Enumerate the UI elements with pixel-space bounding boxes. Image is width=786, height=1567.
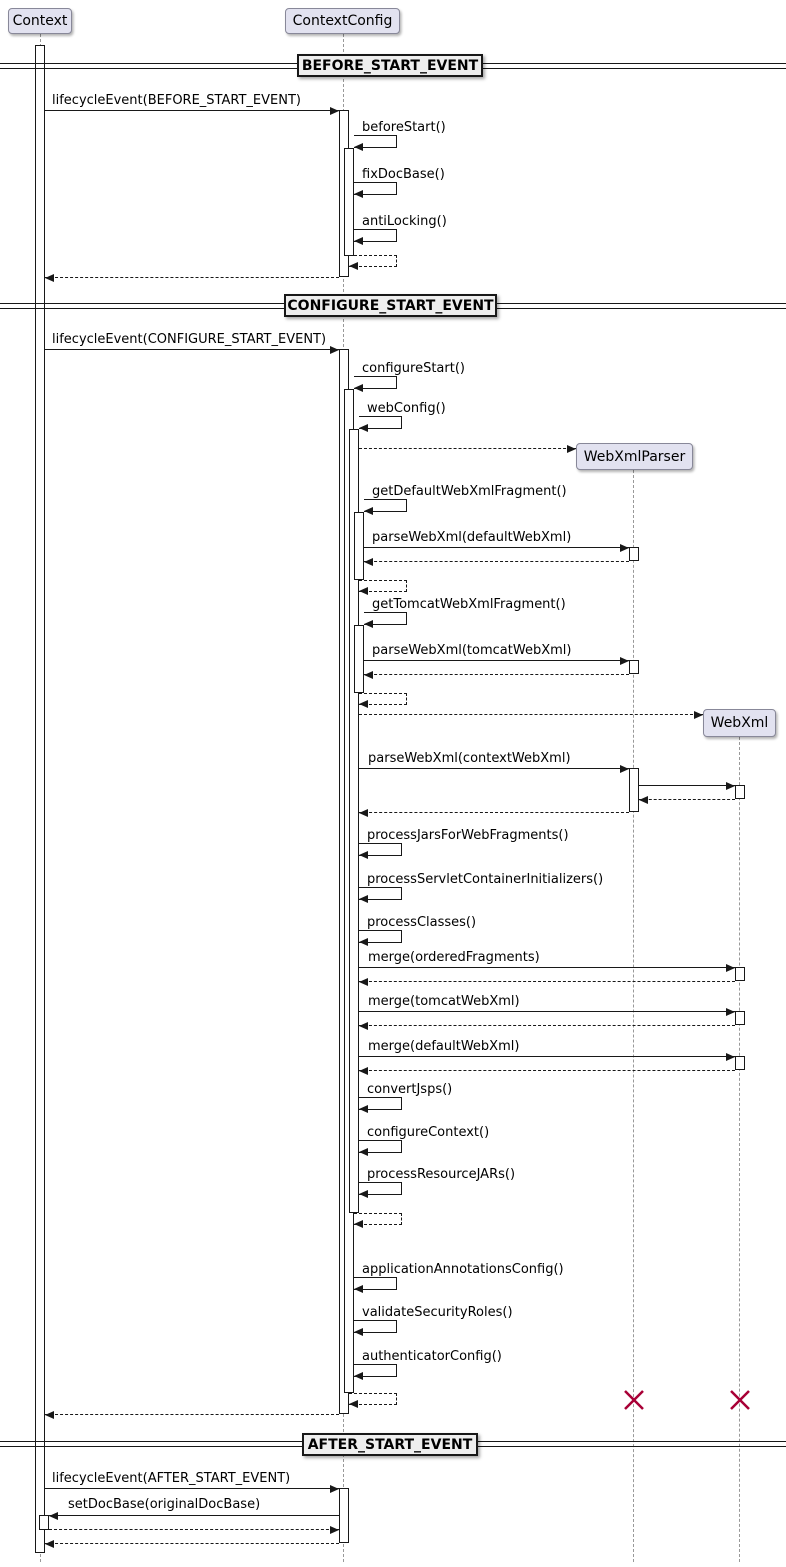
- return-mergeordered-arrow: [359, 981, 735, 982]
- message-configurecontext-label: configureContext(): [367, 1125, 490, 1140]
- divider-before-label: [297, 54, 483, 77]
- message-parser-to-webxml-arrow: [639, 785, 735, 786]
- return-getdefaultfragment-selfreturn: [359, 580, 407, 592]
- participant-contextconfig: [285, 8, 400, 34]
- return-parsecontext-arrow: [359, 812, 629, 813]
- message-lifecycle-after-arrow: [45, 1488, 339, 1489]
- message-appannotations-selfcall: [354, 1277, 397, 1290]
- message-setdocbase-label: setDocBase(originalDocBase): [68, 1497, 261, 1512]
- message-processjars-selfcall: [359, 843, 402, 856]
- message-gettomcatfragment-label: getTomcatWebXmlFragment(): [372, 597, 566, 612]
- message-lifecycle-after-label: lifecycleEvent(AFTER_START_EVENT): [52, 1471, 291, 1486]
- message-mergeordered-label: merge(orderedFragments): [368, 950, 540, 965]
- return-parsetomcat-arrow: [364, 674, 629, 675]
- participant-webxml-name: WebXml: [710, 715, 769, 731]
- divider-after-label: [302, 1433, 478, 1456]
- destroy-webxml-icon: [728, 1388, 752, 1412]
- activation-cc-after: [339, 1488, 349, 1543]
- message-convertjsps-label: convertJsps(): [367, 1082, 453, 1097]
- divider-configure-label: [284, 294, 497, 317]
- message-parsetomcat-label: parseWebXml(tomcatWebXml): [372, 643, 572, 658]
- activation-cc-before-2: [344, 148, 354, 256]
- return-mergedefault-arrow: [359, 1070, 735, 1071]
- message-processjars-label: processJarsForWebFragments(): [367, 828, 569, 843]
- message-webconfig-label: webConfig(): [367, 401, 446, 416]
- return-webxml-to-parser-arrow: [639, 799, 735, 800]
- return-parsedefault-arrow: [364, 561, 629, 562]
- participant-webxml: [703, 709, 776, 737]
- message-processresourcejars-label: processResourceJARs(): [367, 1167, 516, 1182]
- message-getdefaultfragment-label: getDefaultWebXmlFragment(): [372, 484, 567, 499]
- webxml-lifeline: [739, 737, 740, 1562]
- activation-webxml-4: [735, 1056, 745, 1070]
- activation-parser-1: [629, 547, 639, 561]
- message-processsci-label: processServletContainerInitializers(): [367, 872, 604, 887]
- return-mergetomcat-arrow: [359, 1025, 735, 1026]
- message-parsedefault-arrow: [364, 547, 629, 548]
- return-lifecycle-after-arrow: [45, 1543, 339, 1544]
- message-lifecycle-configure-label: lifecycleEvent(CONFIGURE_START_EVENT): [52, 332, 327, 347]
- message-webconfig-selfcall: [359, 416, 402, 429]
- message-processresourcejars-selfcall: [359, 1182, 402, 1195]
- message-lifecycle-before-label: lifecycleEvent(BEFORE_START_EVENT): [52, 93, 301, 108]
- activation-webxml-1: [735, 785, 745, 799]
- activation-parser-2: [629, 660, 639, 674]
- message-appannotations-label: applicationAnnotationsConfig(): [362, 1262, 564, 1277]
- participant-context: [8, 8, 72, 34]
- message-fixdocbase-selfcall: [354, 182, 397, 195]
- return-configurestart-selfreturn: [349, 1393, 397, 1405]
- activation-cc-gettomcatfragment: [354, 625, 364, 693]
- message-beforestart-selfcall: [354, 135, 397, 148]
- divider-configure-text: CONFIGURE_START_EVENT: [287, 297, 494, 314]
- activation-webxml-3: [735, 1011, 745, 1025]
- message-configurecontext-selfcall: [359, 1140, 402, 1153]
- message-mergedefault-arrow: [359, 1056, 735, 1057]
- message-configurestart-selfcall: [354, 376, 397, 389]
- message-validatesecurityroles-selfcall: [354, 1320, 397, 1333]
- destroy-webxmlparser-icon: [622, 1388, 646, 1412]
- message-processsci-selfcall: [359, 887, 402, 900]
- activation-context-main: [35, 45, 45, 1553]
- return-webconfig-selfreturn: [354, 1213, 402, 1225]
- message-gettomcatfragment-selfcall: [364, 612, 407, 625]
- participant-webxmlparser: [576, 443, 693, 470]
- participant-contextconfig-name: ContextConfig: [292, 13, 393, 29]
- message-configurestart-label: configureStart(): [362, 361, 465, 376]
- message-authenticatorconfig-label: authenticatorConfig(): [362, 1349, 502, 1364]
- message-validatesecurityroles-label: validateSecurityRoles(): [362, 1305, 513, 1320]
- message-antilocking-selfcall: [354, 229, 397, 242]
- message-authenticatorconfig-selfcall: [354, 1364, 397, 1377]
- message-parsetomcat-arrow: [364, 660, 629, 661]
- message-processclasses-selfcall: [359, 930, 402, 943]
- return-setdocbase-arrow: [49, 1529, 339, 1530]
- participant-context-name: Context: [12, 13, 68, 29]
- message-fixdocbase-label: fixDocBase(): [362, 167, 445, 182]
- message-antilocking-label: antiLocking(): [362, 214, 447, 229]
- message-mergetomcat-arrow: [359, 1011, 735, 1012]
- message-setdocbase-arrow: [49, 1515, 339, 1516]
- participant-webxmlparser-name: WebXmlParser: [583, 448, 686, 465]
- create-webxmlparser-arrow: [359, 448, 576, 449]
- message-mergetomcat-label: merge(tomcatWebXml): [368, 994, 520, 1009]
- message-convertjsps-selfcall: [359, 1097, 402, 1110]
- return-lifecycle-before-arrow: [45, 277, 339, 278]
- return-beforestart-selfreturn: [349, 255, 397, 267]
- message-lifecycle-configure-arrow: [45, 349, 339, 350]
- message-parsedefault-label: parseWebXml(defaultWebXml): [372, 530, 572, 545]
- message-beforestart-label: beforeStart(): [362, 120, 446, 135]
- message-mergedefault-label: merge(defaultWebXml): [368, 1039, 520, 1054]
- activation-parser-3: [629, 768, 639, 812]
- message-processclasses-label: processClasses(): [367, 915, 477, 930]
- message-getdefaultfragment-selfcall: [364, 499, 407, 512]
- message-parsecontext-arrow: [359, 768, 629, 769]
- return-lifecycle-configure-arrow: [45, 1414, 339, 1415]
- return-gettomcatfragment-selfreturn: [359, 693, 407, 705]
- create-webxml-arrow: [359, 714, 703, 715]
- activation-context-setdocbase: [39, 1515, 49, 1530]
- divider-after-text: AFTER_START_EVENT: [307, 1436, 473, 1453]
- message-mergeordered-arrow: [359, 967, 735, 968]
- activation-webxml-2: [735, 967, 745, 981]
- message-parsecontext-label: parseWebXml(contextWebXml): [368, 751, 571, 766]
- divider-before-text: BEFORE_START_EVENT: [301, 57, 479, 74]
- message-lifecycle-before-arrow: [45, 110, 339, 111]
- activation-cc-getdefaultfragment: [354, 512, 364, 580]
